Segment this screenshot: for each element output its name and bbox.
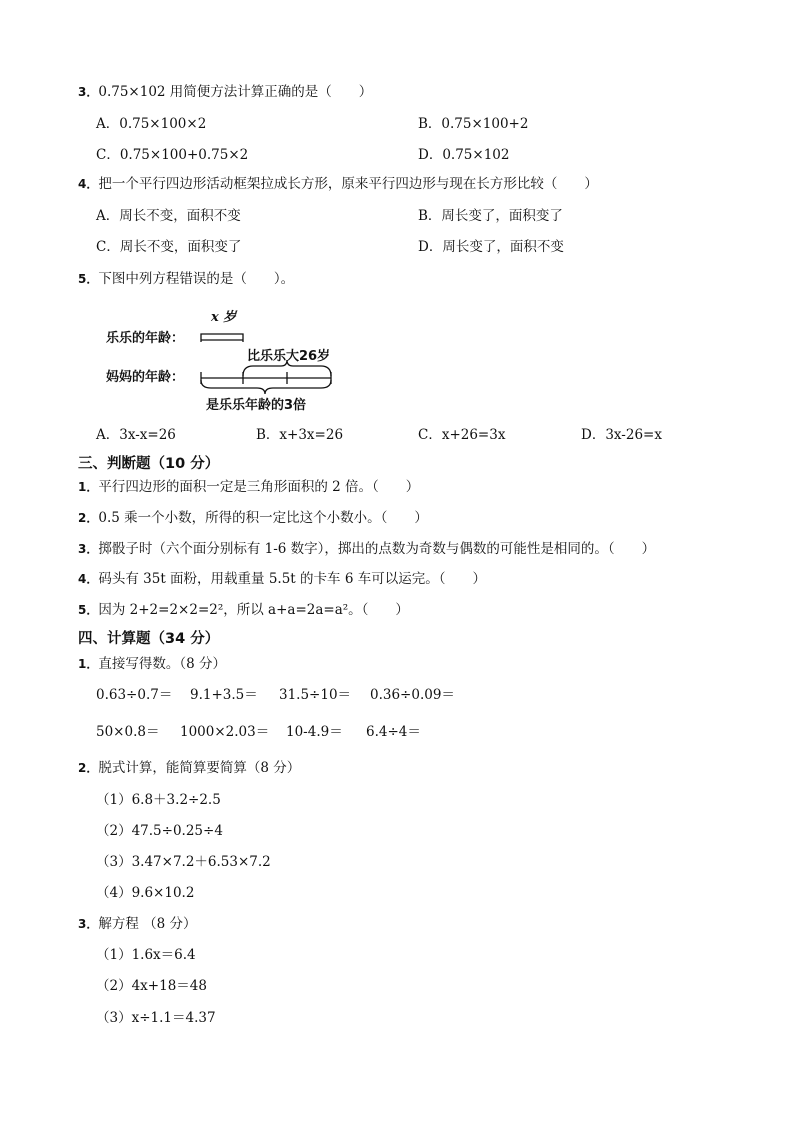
times-brace	[201, 380, 331, 394]
diagram-mama-label: 妈妈的年龄：	[106, 370, 185, 385]
question-text: 掷骰子时（六个面分别标有 1-6 数字），掷出的点数为奇数与偶数的可能性是相同的。（ ）	[98, 541, 656, 557]
question-text: 直接写得数。（8 分）	[98, 656, 226, 672]
oral-calc-item: 0.63÷0.7＝	[96, 687, 173, 703]
oral-calc-item: 50×0.8＝	[96, 724, 160, 740]
question-text: 码头有 35t 面粉，用载重量 5.5t 的卡车 6 车可以运完。（ ）	[98, 571, 486, 587]
question-number: 5．	[78, 272, 99, 286]
question-text: 0.75×102 用简便方法计算正确的是（ ）	[98, 84, 373, 100]
step-calc-item: （2）47.5÷0.25÷4	[96, 823, 223, 839]
option-b: B．周长变了，面积变了	[418, 208, 563, 224]
step-calc-item: （4）9.6×10.2	[96, 885, 195, 901]
question-text: 下图中列方程错误的是（ ）。	[98, 271, 295, 287]
section-3-title: 三、判断题（10 分）	[78, 456, 220, 472]
question-4	[78, 175, 598, 193]
question-text: 0.5 乘一个小数，所得的积一定比这个小数小。（ ）	[98, 510, 428, 526]
question-number: 1．	[78, 657, 99, 671]
option-c: C．x+26=3x	[418, 427, 506, 443]
question-number: 4．	[78, 572, 99, 586]
question-number: 1．	[78, 480, 99, 494]
diagram-x-label: x 岁	[211, 310, 237, 325]
judge-item-4	[78, 570, 486, 588]
diagram-times-label: 是乐乐年龄的3倍	[206, 398, 307, 413]
option-d: D．3x-26=x	[581, 427, 662, 443]
step-calc-item: （3）3.47×7.2＋6.53×7.2	[96, 854, 271, 870]
question-text: 解方程 （8 分）	[98, 916, 197, 932]
oral-calc-item: 0.36÷0.09＝	[370, 687, 455, 703]
question-text: 脱式计算，能简算要简算（8 分）	[98, 760, 301, 776]
question-number: 2．	[78, 511, 99, 525]
diagram-more-label: 比乐乐大26岁	[247, 349, 331, 364]
option-d: D．周长变了，面积不变	[418, 239, 564, 255]
calc-question-1	[78, 655, 226, 673]
question-text: 把一个平行四边形活动框架拉成长方形，原来平行四边形与现在长方形比较（ ）	[98, 176, 598, 192]
question-number: 4．	[78, 177, 99, 191]
judge-item-5	[78, 601, 409, 619]
oral-calc-item: 31.5÷10＝	[279, 687, 352, 703]
equation-item: （3）x÷1.1＝4.37	[96, 1010, 216, 1026]
option-a: A．0.75×100×2	[96, 116, 207, 132]
line-segment-diagram	[195, 320, 345, 400]
equation-item: （2）4x+18＝48	[96, 978, 207, 994]
option-c: C．0.75×100+0.75×2	[96, 147, 249, 163]
option-c: C．周长不变，面积变了	[96, 239, 242, 255]
question-number: 5．	[78, 603, 99, 617]
question-3	[78, 83, 372, 101]
option-b: B．0.75×100+2	[418, 116, 529, 132]
oral-calc-item: 9.1+3.5＝	[190, 687, 258, 703]
oral-calc-item: 1000×2.03＝	[180, 724, 270, 740]
section-4-title: 四、计算题（34 分）	[78, 631, 220, 647]
oral-calc-item: 6.4÷4＝	[366, 724, 421, 740]
question-5	[78, 270, 294, 288]
question-number: 3．	[78, 917, 99, 931]
equation-item: （1）1.6x＝6.4	[96, 947, 196, 963]
diagram-lele-label: 乐乐的年龄：	[106, 331, 185, 346]
calc-question-2	[78, 759, 300, 777]
question-number: 2．	[78, 761, 99, 775]
option-a: A．周长不变，面积不变	[96, 208, 241, 224]
oral-calc-item: 10-4.9＝	[286, 724, 343, 740]
option-d: D．0.75×102	[418, 147, 510, 163]
judge-item-3	[78, 540, 655, 558]
question-number: 3．	[78, 85, 99, 99]
calc-question-3	[78, 915, 197, 933]
judge-item-2	[78, 509, 428, 527]
judge-item-1	[78, 478, 419, 496]
lele-segment	[201, 334, 243, 342]
question-text: 因为 2+2=2×2=2²，所以 a+a=2a=a²。（ ）	[98, 602, 409, 618]
option-b: B．x+3x=26	[256, 427, 344, 443]
step-calc-item: （1）6.8＋3.2÷2.5	[96, 792, 221, 808]
question-text: 平行四边形的面积一定是三角形面积的 2 倍。（ ）	[98, 479, 420, 495]
option-a: A．3x-x=26	[96, 427, 176, 443]
question-number: 3．	[78, 542, 99, 556]
